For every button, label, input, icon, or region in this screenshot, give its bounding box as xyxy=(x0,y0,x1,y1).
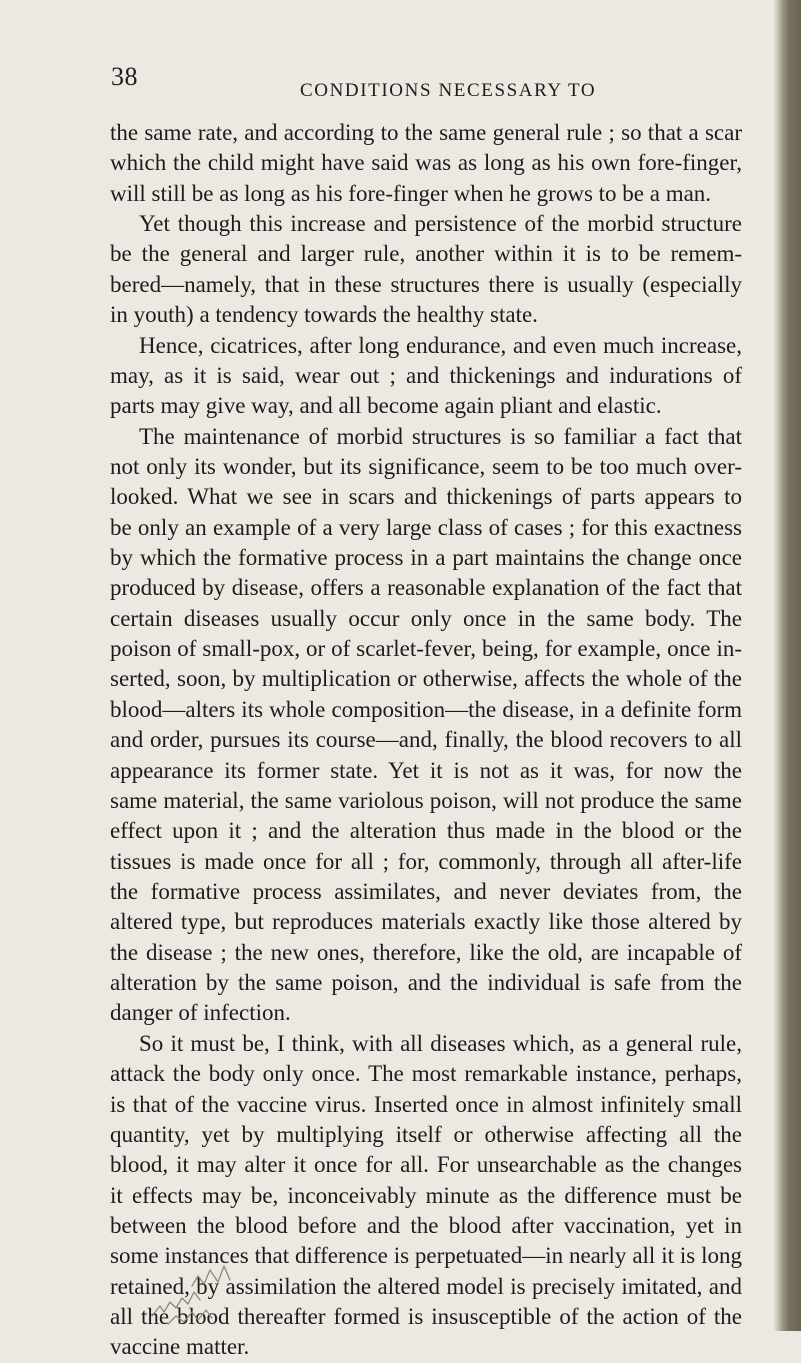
text-line: tissues is made once for all ; for, commonly, through all after-life xyxy=(110,848,742,874)
text-line: and order, pursues its course—and, finally, the blood recovers to all xyxy=(110,727,742,753)
text-line: So it must be, I think, with all diseases which, as a general rule, xyxy=(139,1030,742,1056)
text-line: altered type, but reproduces materials exactly like those altered by xyxy=(110,909,742,935)
text-line: it effects may be, inconceivably minute as the difference must be xyxy=(110,1182,742,1208)
text-line: be only an example of a very large class of cases ; for this exactness xyxy=(110,514,742,540)
text-line: danger of infection. xyxy=(110,1000,291,1026)
text-line: by which the formative process in a part maintains the change once xyxy=(110,545,742,571)
text-line: same material, the same variolous poison, will not produce the same xyxy=(110,787,742,813)
text-line: effect upon it ; and the alteration thus made in the blood or the xyxy=(110,818,742,844)
text-line: is that of the vaccine virus. Inserted once in almost infinitely small xyxy=(110,1091,742,1117)
text-line: appearance its former state. Yet it is not as it was, for now the xyxy=(110,757,742,783)
text-line: produced by disease, offers a reasonable explanation of the fact that xyxy=(110,575,742,601)
text-line: poison of small-pox, or of scarlet-fever, being, for example, once in- xyxy=(110,636,742,662)
text-line: the same rate, and according to the same general rule ; so that a scar xyxy=(110,120,742,145)
body-text xyxy=(110,118,742,1363)
text-line: not only its wonder, but its significance, seem to be too much over- xyxy=(110,453,742,479)
page-binding-edge xyxy=(773,0,801,1331)
text-line: alteration by the same poison, and the individual is safe from the xyxy=(110,970,742,996)
text-line: the disease ; the new ones, therefore, like the old, are incapable of xyxy=(110,939,742,965)
text-line: serted, soon, by multiplication or otherwise, affects the whole of the xyxy=(110,666,742,692)
running-head: CONDITIONS NECESSARY TO xyxy=(300,80,597,101)
text-line: some instances that difference is perpetuated—in nearly all it is long xyxy=(110,1243,742,1269)
text-line: Yet though this increase and persistence of the morbid structure xyxy=(139,211,742,237)
text-line: looked. What we see in scars and thickenings of parts appears to xyxy=(110,484,742,510)
text-line: blood, it may alter it once for all. For unsearchable as the changes xyxy=(110,1152,742,1178)
text-line: vaccine matter. xyxy=(110,1334,250,1360)
text-line: attack the body only once. The most remarkable instance, perhaps, xyxy=(110,1061,742,1087)
text-line: bered—namely, that in these structures there is usually (especially xyxy=(110,271,742,297)
text-line: quantity, yet by multiplying itself or otherwise affecting all the xyxy=(110,1121,742,1147)
text-line: between the blood before and the blood after vaccination, yet in xyxy=(110,1212,742,1238)
text-line: the formative process assimilates, and never deviates from, the xyxy=(110,878,742,904)
text-line: parts may give way, and all become again pliant and elastic. xyxy=(110,393,662,419)
text-line: which the child might have said was as long as his own fore-finger, xyxy=(110,150,742,176)
text-line: certain diseases usually occur only once in the same body. The xyxy=(110,605,742,631)
pencil-scribble xyxy=(148,1246,258,1326)
text-line: will still be as long as his fore-finger when he grows to be a man. xyxy=(110,180,712,206)
text-line: in youth) a tendency towards the healthy state. xyxy=(110,302,538,328)
text-line: retained, by assimilation the altered model is precisely imitated, and xyxy=(110,1273,742,1299)
text-line: Hence, cicatrices, after long endurance, and even much increase, xyxy=(139,332,742,358)
text-line: blood—alters its whole composition—the disease, in a definite form xyxy=(110,696,742,722)
text-line: all the blood thereafter formed is insusceptible of the action of the xyxy=(110,1304,742,1330)
text-line: be the general and larger rule, another within it is to be remem- xyxy=(110,241,742,267)
text-line: may, as it is said, wear out ; and thickenings and indurations of xyxy=(110,362,742,388)
page-number: 38 xyxy=(111,62,138,91)
text-line: The maintenance of morbid structures is so familiar a fact that xyxy=(139,423,742,449)
